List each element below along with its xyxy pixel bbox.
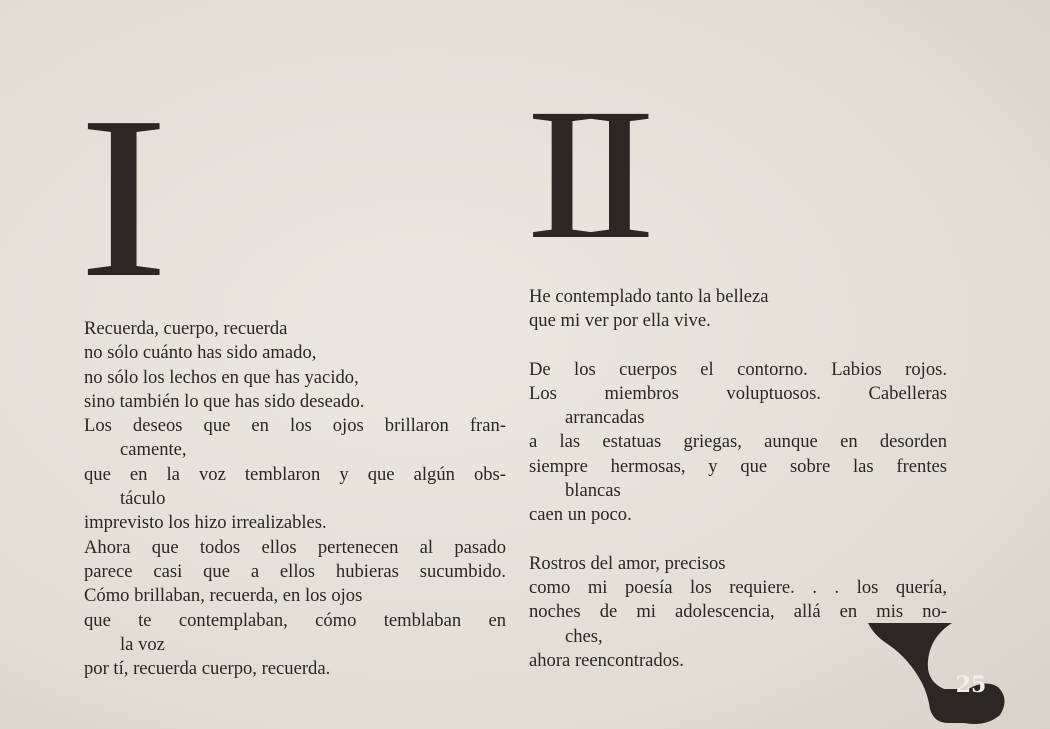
poem-line: caen un poco. — [529, 504, 632, 526]
poem-line: parece casi que a ellos hubieras sucumbido. — [84, 560, 506, 582]
poem-line: Los miembros voluptuosos. Cabelleras — [529, 382, 947, 404]
poem-line: no sólo cuánto has sido amado, — [84, 342, 317, 364]
poem-line: ahora reencontrados. — [529, 649, 684, 671]
poem-line: De los cuerpos el contorno. Labios rojos. — [529, 358, 947, 380]
poem-line-continuation: táculo — [120, 488, 166, 510]
poem-line: He contemplado tanto la belleza — [529, 286, 769, 307]
section-numeral-2: II — [525, 69, 640, 278]
poem-line: Rostros del amor, precisos — [529, 552, 726, 574]
poem-line: imprevisto los hizo irrealizables. — [84, 512, 327, 534]
poem-line: que mi ver por ella vive. — [529, 310, 711, 332]
poem-line: no sólo los lechos en que has yacido, — [84, 366, 359, 388]
poem-line: a las estatuas griegas, aunque en desorden — [529, 431, 947, 453]
poem-line-continuation: camente, — [120, 439, 187, 461]
poem-line: sino también lo que has sido deseado. — [84, 390, 365, 412]
poem-line: Los deseos que en los ojos brillaron fran- — [84, 415, 506, 437]
poem-line: que en la voz temblaron y que algún obs- — [84, 463, 506, 485]
poem-line-continuation: la voz — [120, 633, 165, 655]
poem-line: noches de mi adolescencia, allá en mis no- — [529, 601, 947, 623]
poem-line: siempre hermosas, y que sobre las frentes — [529, 455, 947, 477]
poem-line-continuation: arrancadas — [565, 407, 645, 429]
poem-line-continuation: blancas — [565, 480, 621, 502]
poem-2 — [529, 285, 947, 673]
poem-line: como mi poesía los requiere. . . los quería, — [529, 576, 947, 598]
poem-1 — [84, 317, 506, 681]
poem-line-continuation: ches, — [565, 625, 603, 647]
poem-line: Ahora que todos ellos pertenecen al pasado — [84, 536, 506, 558]
page-number: 25 — [955, 672, 987, 698]
poem-line: que te contemplaban, cómo temblaban en — [84, 609, 506, 631]
poem-line: Recuerda, cuerpo, recuerda — [84, 318, 288, 339]
section-numeral-1: I — [78, 69, 170, 326]
poem-line: por tí, recuerda cuerpo, recuerda. — [84, 658, 331, 680]
poem-line: Cómo brillaban, recuerda, en los ojos — [84, 585, 363, 607]
